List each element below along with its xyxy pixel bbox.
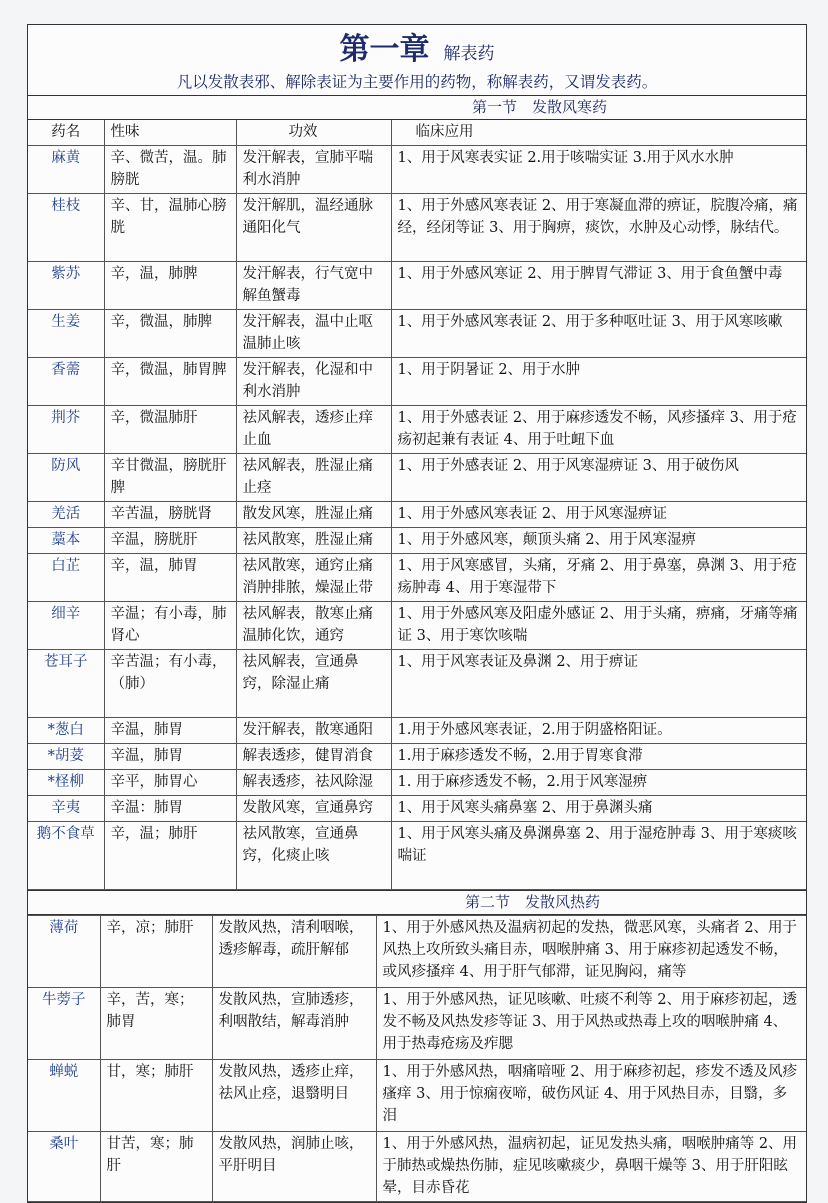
herb-taste: 辛，苦，寒；肺胃 [100,988,212,1060]
herb-use: 1、用于风寒头痛及鼻渊鼻塞 2、用于湿疮肿毒 3、用于寒痰咳喘证 [391,822,806,890]
herb-taste: 甘苦，寒；肺肝 [100,1132,212,1202]
herb-effect: 散发风寒，胜湿止痛 [236,502,391,528]
herb-use: 1、用于外感风热，咽痛喑哑 2、用于麻疹初起，疹发不透及风疹瘙痒 3、用于惊痫夜啼，破伤风证 4、用于风热目赤，目翳，多泪 [376,1060,806,1132]
herb-effect: 祛风解表，宣通鼻窍，除湿止痛 [236,650,391,718]
herb-effect: 祛风散寒，宣通鼻窍，化痰止咳 [236,822,391,890]
herb-name: 鹅不食草 [28,822,104,890]
herb-effect: 发汗解表，温中止呕温肺止咳 [236,310,391,358]
herb-use: 1、用于风寒头痛鼻塞 2、用于鼻渊头痛 [391,796,806,822]
title-row [28,25,806,69]
herb-taste: 辛、甘，温肺心膀胱 [104,194,236,262]
header-name: 药名 [28,120,104,146]
table-row [28,718,806,744]
herb-use: 1、用于外感风寒表证 2、用于风寒湿痹证 [391,502,806,528]
herb-use: 1、用于风寒感冒，头痛，牙痛 2、用于鼻塞，鼻渊 3、用于疮疡肿毒 4、用于寒湿带下 [391,554,806,602]
herb-taste: 辛温，肺胃 [104,718,236,744]
herb-use: 1、用于外感风寒表证 2、用于多种呕吐证 3、用于风寒咳嗽 [391,310,806,358]
herb-effect: 发散风热，宣肺透疹，利咽散结，解毒消肿 [212,988,376,1060]
herb-name: 细辛 [28,602,104,650]
herb-taste: 辛，温，肺胃 [104,554,236,602]
herb-use: 1. 用于麻疹透发不畅，2.用于风寒湿痹 [391,770,806,796]
herb-effect: 祛风散寒，胜湿止痛 [236,528,391,554]
table-row [28,822,806,890]
chapter-intro: 凡以发散表邪、解除表证为主要作用的药物，称解表药，又谓发表药。 [28,69,806,96]
herb-name: 麻黄 [28,146,104,194]
table-row [28,146,806,194]
herb-use: 1、用于外感表证 2、用于风寒湿痹证 3、用于破伤风 [391,454,806,502]
chapter-subtitle: 解表药 [443,44,495,64]
table-row [28,796,806,822]
table-row [28,310,806,358]
herb-name: 防风 [28,454,104,502]
herb-name: 生姜 [28,310,104,358]
herb-name: 香薷 [28,358,104,406]
table-row [28,194,806,262]
table-row [28,650,806,718]
section-1-title: 第一节 发散风寒药 [472,98,608,116]
herb-use: 1.用于外感风寒表证，2.用于阴盛格阳证。 [391,718,806,744]
table-header-row [28,120,806,146]
herb-taste: 辛温，膀胱肝 [104,528,236,554]
herb-effect: 发散风热，清利咽喉，透疹解毒，疏肝解郁 [212,916,376,988]
herb-effect: 解表透疹，祛风除湿 [236,770,391,796]
herb-use: 1、用于风寒表证及鼻渊 2、用于痹证 [391,650,806,718]
herb-name: 羌活 [28,502,104,528]
document-page [27,24,807,1203]
herb-effect: 解表透疹，健胃消食 [236,744,391,770]
herb-taste: 辛温：肺胃 [104,796,236,822]
herb-effect: 发汗解肌，温经通脉通阳化气 [236,194,391,262]
table-wind-cold [28,120,806,890]
herb-effect: 发汗解表，宣肺平喘利水消肿 [236,146,391,194]
table-row [28,528,806,554]
herb-effect: 发散风热，润肺止咳，平肝明目 [212,1132,376,1202]
herb-use: 1、用于外感表证 2、用于麻疹透发不畅，风疹搔痒 3、用于疮疡初起兼有表证 4、用于吐衄下血 [391,406,806,454]
herb-name: 蝉蜕 [28,1060,100,1132]
table-row [28,502,806,528]
herb-effect: 祛风解表，散寒止痛温肺化饮，通窍 [236,602,391,650]
table-row [28,770,806,796]
herb-taste: 辛苦温，膀胱肾 [104,502,236,528]
table-row [28,358,806,406]
herb-name: 苍耳子 [28,650,104,718]
herb-effect: 发汗解表，化湿和中利水消肿 [236,358,391,406]
herb-use: 1、用于外感风寒表证 2、用于寒凝血滞的痹证，脘腹冷痛，痛经，经闭等证 3、用于胸痹，痰饮，水肿及心动悸，脉结代。 [391,194,806,262]
header-taste: 性味 [104,120,236,146]
chapter-title: 第一章 [339,32,430,67]
header-use: 临床应用 [391,120,806,146]
herb-name: 辛夷 [28,796,104,822]
section-2-header [28,890,806,915]
herb-taste: 辛苦温；有小毒，（肺） [104,650,236,718]
herb-taste: 辛温，肺胃 [104,744,236,770]
table-wind-heat [28,915,806,1202]
herb-taste: 辛甘微温，膀胱肝脾 [104,454,236,502]
herb-taste: 辛、微苦，温。肺膀胱 [104,146,236,194]
herb-taste: 辛平，肺胃心 [104,770,236,796]
header-effect: 功效 [236,120,391,146]
herb-name: *葱白 [28,718,104,744]
herb-use: 1、用于外感风热及温病初起的发热，微恶风寒，头痛者 2、用于风热上攻所致头痛目赤，咽喉肿痛 3、用于麻疹初起透发不畅，或风疹搔痒 4、用于肝气郁滞，证见胸闷，痛等 [376,916,806,988]
table-row [28,1132,806,1202]
herb-name: *胡荽 [28,744,104,770]
herb-effect: 祛风解表，透疹止痒止血 [236,406,391,454]
herb-use: 1、用于风寒表实证 2.用于咳喘实证 3.用于风水水肿 [391,146,806,194]
herb-taste: 辛，微温，肺胃脾 [104,358,236,406]
herb-name: 荆芥 [28,406,104,454]
herb-taste: 辛，温；肺肝 [104,822,236,890]
herb-taste: 辛，微温肺肝 [104,406,236,454]
herb-use: 1.用于麻疹透发不畅，2.用于胃寒食滞 [391,744,806,770]
herb-effect: 祛风解表，胜湿止痛止痉 [236,454,391,502]
herb-use: 1、用于外感风寒证 2、用于脾胃气滞证 3、用于食鱼蟹中毒 [391,262,806,310]
herb-taste: 辛，微温，肺脾 [104,310,236,358]
herb-name: 藁本 [28,528,104,554]
herb-use: 1、用于外感风热，证见咳嗽、吐痰不利等 2、用于麻疹初起，透发不畅及风热发疹等证 3、用于风热或热毒上攻的咽喉肿痛 4、用于热毒疮疡及痄腮 [376,988,806,1060]
herb-use: 1、用于外感风寒，颠顶头痛 2、用于风寒湿痹 [391,528,806,554]
section-1-header [28,96,806,120]
section-2-title: 第二节 发散风热药 [465,893,601,911]
herb-taste: 辛温；有小毒，肺肾心 [104,602,236,650]
table-row [28,554,806,602]
table-row [28,406,806,454]
herb-effect: 祛风散寒，通窍止痛消肿排脓，燥湿止带 [236,554,391,602]
herb-use: 1、用于外感风热，温病初起，证见发热头痛，咽喉肿痛等 2、用于肺热或燥热伤肺，症见咳嗽痰少，鼻咽干燥等 3、用于肝阳眩晕，目赤昏花 [376,1132,806,1202]
herb-name: 紫苏 [28,262,104,310]
herb-taste: 甘，寒；肺肝 [100,1060,212,1132]
table-row [28,454,806,502]
herb-taste: 辛，凉；肺肝 [100,916,212,988]
herb-name: 白芷 [28,554,104,602]
table-row [28,744,806,770]
table-row [28,988,806,1060]
herb-effect: 发散风寒，宣通鼻窍 [236,796,391,822]
herb-use: 1、用于外感风寒及阳虚外感证 2、用于头痛，痹痛，牙痛等痛证 3、用于寒饮咳喘 [391,602,806,650]
herb-name: 桂枝 [28,194,104,262]
herb-taste: 辛，温，肺脾 [104,262,236,310]
table-row [28,262,806,310]
herb-name: 牛蒡子 [28,988,100,1060]
table-row [28,916,806,988]
herb-effect: 发散风热，透疹止痒，祛风止痉，退翳明目 [212,1060,376,1132]
herb-effect: 发汗解表，行气宽中解鱼蟹毒 [236,262,391,310]
herb-name: 薄荷 [28,916,100,988]
herb-effect: 发汗解表，散寒通阳 [236,718,391,744]
herb-name: 桑叶 [28,1132,100,1202]
table-row [28,1060,806,1132]
herb-use: 1、用于阴暑证 2、用于水肿 [391,358,806,406]
herb-name: *柽柳 [28,770,104,796]
table-row [28,602,806,650]
